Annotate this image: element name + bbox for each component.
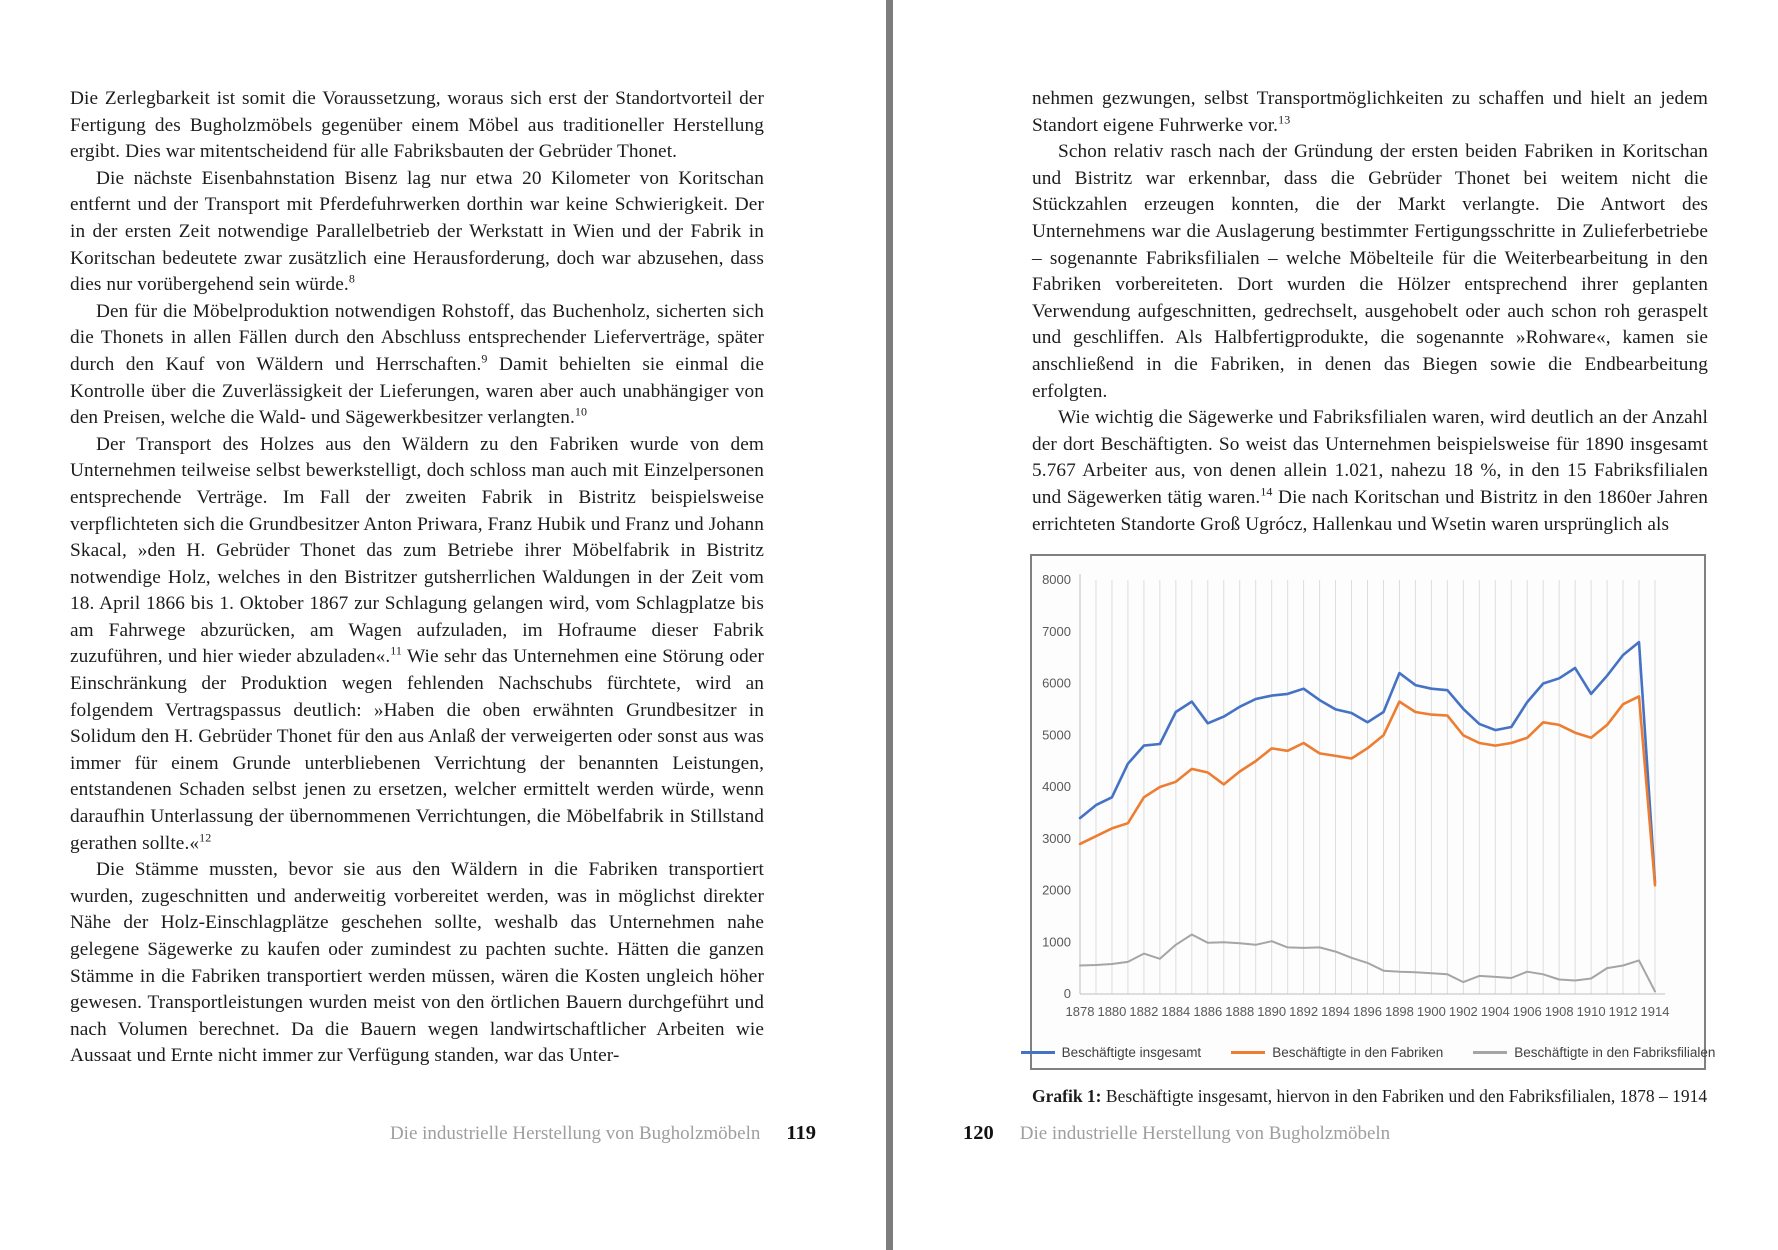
legend-line-swatch	[1021, 1051, 1055, 1054]
employment-line-chart	[1032, 556, 1704, 1034]
x-tick-label: 1892	[1289, 1004, 1319, 1019]
legend-item	[1021, 1045, 1202, 1060]
x-tick-label: 1900	[1416, 1004, 1446, 1019]
y-tick-label: 5000	[1042, 727, 1071, 743]
x-tick-label: 1888	[1225, 1004, 1255, 1019]
paragraph: Die Zerlegbarkeit ist somit die Voraussetzung, woraus sich erst der Standortvorteil der Fertigung des Bugholzmöbels gegenüber einem Möbel aus traditioneller Herstellung ergibt. Dies war mitentscheidend für alle Fabriksbauten der Gebrüder Thonet.	[70, 88, 764, 163]
paragraph: Die nächste Eisenbahnstation Bisenz lag nur etwa 20 Kilometer von Koritschan entfernt und der Transport mit Pferdefuhrwerken dorthin war keine Schwierigkeit. Der in der ersten Zeit notwendige Parallelbetrieb der Werkstatt in Wien und der Fabrik in Koritschan bedeutete zwar zusätzlich eine Herausforderung, doch war abzusehen, dass dies nur vorübergehend sein würde.$^8$	[70, 167, 764, 296]
x-tick-label: 1908	[1544, 1004, 1574, 1019]
left-page-text-column	[70, 86, 764, 1070]
page-number: 119	[786, 1122, 816, 1144]
footnote-marker: 8	[348, 271, 355, 286]
x-tick-label: 1884	[1161, 1004, 1191, 1019]
y-tick-label: 2000	[1042, 882, 1071, 898]
x-tick-label: 1880	[1097, 1004, 1127, 1019]
x-tick-label: 1882	[1129, 1004, 1159, 1019]
y-tick-label: 7000	[1042, 623, 1071, 639]
chart-legend	[1032, 1045, 1716, 1060]
figure-grafik-1	[1030, 554, 1716, 1070]
legend-label: Beschäftigte in den Fabriken	[1272, 1045, 1444, 1060]
right-page-text-column	[1032, 86, 1708, 538]
footnote-marker: 13	[1278, 112, 1291, 127]
x-tick-label: 1910	[1576, 1004, 1606, 1019]
footnote-marker: 12	[199, 830, 212, 845]
legend-line-swatch	[1231, 1051, 1265, 1054]
figure-caption-text: Beschäftigte insgesamt, hiervon in den Fabriken und den Fabriksfilialen, 1878 – 1914	[1101, 1086, 1708, 1106]
legend-label: Beschäftigte in den Fabriksfilialen	[1514, 1045, 1716, 1060]
page-number: 120	[963, 1122, 994, 1144]
paragraph: Wie wichtig die Sägewerke und Fabriksfilialen waren, wird deutlich an der Anzahl der dort Beschäftigten. So weist das Unternehmen beispielsweise für 1890 insgesamt 5.767 Arbeiter aus, von denen allein 1.021, nahezu 18 %, in den 15 Fabriksfilialen und Sägewerken tätig waren.$^{14}$ Die nach Koritschan und Bistritz in den 1860er Jahren errichteten Standorte Groß Ugrócz, Hallenkau und Wsetin waren ursprünglich als	[1032, 407, 1709, 535]
x-tick-label: 1912	[1608, 1004, 1638, 1019]
x-tick-label: 1914	[1640, 1004, 1670, 1019]
running-title: Die industrielle Herstellung von Bugholzmöbeln	[389, 1123, 761, 1144]
x-tick-label: 1906	[1512, 1004, 1542, 1019]
x-tick-label: 1886	[1193, 1004, 1223, 1019]
footnote-marker: 10	[574, 404, 588, 419]
legend-item	[1231, 1045, 1443, 1060]
x-tick-label: 1898	[1384, 1004, 1414, 1019]
footnote-marker: 11	[390, 644, 403, 659]
paragraph: Der Transport des Holzes aus den Wäldern zu den Fabriken wurde von dem Unternehmen teilweise selbst bewerkstelligt, doch schloss man auch mit Einzelpersonen entsprechende Verträge. Im Fall der zweiten Fabrik in Bistritz beispielsweise verpflichteten sich die Grundbesitzer Anton Priwara, Franz Hubik und Franz und Johann Skacal, »den H. Gebrüder Thonet das zum Betriebe ihrer Möbelfabrik in Bistritz notwendige Holz, welches in den Bistritzer gutsherrlichen Waldungen in der Zeit vom 18. April 1866 bis 1. Oktober 1867 zur Schlagung gelangen wird, vom Schlagplatze bis am Fahrwege abzurücken, am Wagen aufzuladen, im Hofraume dieser Fabrik zuzuführen, und hier wieder abzuladen«.$^{11}$ Wie sehr das Unternehmen eine Störung oder Einschränkung der Produktion wegen fehlenden Nachschubs fürchtete, wird an folgendem Vertragspassus deutlich: »Haben die oben erwähnten Grundbesitzer in Solidum den H. Gebrüder Thonet für den aus Anlaß der verweigerten oder sonst aus was immer für einem Grunde unterbliebenen Verrichtung der benannten Leistungen, entstandenen Schaden selbst jenen zu ersetzen, welcher ermittelt werden würde, wenn daraufhin Unterlassung der übernommenen Verrichtungen, die Möbelfabrik in Stillstand gerathen sollte.«$^{12}$	[70, 433, 764, 854]
figure-caption	[1032, 1086, 1708, 1107]
footnote-marker: 9	[481, 351, 488, 366]
paragraph: Schon relativ rasch nach der Gründung der ersten beiden Fabriken in Koritschan und Bistritz war erkennbar, dass die Gebrüder Thonet bei weitem nicht die Stückzahlen erzeugen konnten, die der Markt verlangte. Die Antwort des Unternehmens war die Auslagerung bestimmter Fertigungsschritte in Zulieferbetriebe – sogenannte Fabriksfilialen – welche Möbelteile für die Weiterbearbeitung in den Fabriken vorbereiteten. Dort wurden die Hölzer entsprechend ihrer geplanten Verwendung aufgeschnitten, gedrechselt, ausgehobelt oder auch schon roh geraspelt und geschliffen. Als Halbfertigprodukte, die sogenannte »Rohware«, kamen sie anschließend in die Fabriken, in denen das Biegen sowie die Endbearbeitung erfolgten.	[1032, 141, 1708, 402]
legend-line-swatch	[1473, 1051, 1507, 1054]
right-page-footer	[963, 1122, 1390, 1150]
x-tick-label: 1904	[1480, 1004, 1510, 1019]
x-tick-label: 1890	[1257, 1004, 1287, 1019]
y-tick-label: 0	[1063, 986, 1071, 1001]
paragraph: nehmen gezwungen, selbst Transportmöglichkeiten zu schaffen und hielt an jedem Standort eigene Fuhrwerke vor.$^{13}$	[1032, 88, 1708, 136]
legend-item	[1473, 1045, 1715, 1060]
figure-caption-label: Grafik 1:	[1032, 1086, 1102, 1106]
legend-label: Beschäftigte insgesamt	[1061, 1045, 1202, 1060]
x-tick-label: 1894	[1321, 1004, 1351, 1019]
y-tick-label: 6000	[1042, 675, 1071, 691]
x-tick-label: 1896	[1353, 1004, 1382, 1019]
paragraph: Den für die Möbelproduktion notwendigen Rohstoff, das Buchenholz, sicherten sich die Thonets in allen Fällen durch den Abschluss entsprechender Lieferverträge, später durch den Kauf von Wäldern und Herrschaften.$^9$ Damit behielten sie einmal die Kontrolle über die Zuverlässigkeit der Lieferungen, waren aber auch unabhängiger von den Preisen, welche die Wald- und Sägewerkbesitzer verlangten.$^{10}$	[70, 300, 764, 429]
x-tick-label: 1902	[1448, 1004, 1478, 1019]
left-page-footer	[70, 1122, 816, 1150]
y-tick-label: 8000	[1042, 572, 1071, 587]
y-tick-label: 4000	[1042, 779, 1071, 794]
running-title: Die industrielle Herstellung von Bugholzmöbeln	[1019, 1123, 1391, 1144]
paragraph: Die Stämme mussten, bevor sie aus den Wäldern in die Fabriken transportiert wurden, zugeschnitten und anderweitig vorbereitet werden, was in möglichst direkter Nähe der Holz-Einschlagplätze geschehen sollte, weshalb das Unternehmen nahe gelegene Sägewerke zu kaufen oder zumindest zu pachten suchte. Hätten die ganzen Stämme in die Fabriken transportiert werden müssen, wären die Kosten ungleich höher gewesen. Transportleistungen wurden meist von den örtlichen Bauern durchgeführt und nach Volumen berechnet. Da die Bauern wegen landwirtschaftlicher Arbeiten wie Aussaat und Ernte nicht immer zur Verfügung standen, war das Unter-	[70, 859, 764, 1067]
footnote-marker: 14	[1260, 484, 1273, 499]
x-tick-label: 1878	[1065, 1004, 1095, 1019]
y-tick-label: 3000	[1042, 830, 1071, 846]
y-tick-label: 1000	[1042, 934, 1071, 950]
page-gutter-divider	[886, 0, 893, 1250]
